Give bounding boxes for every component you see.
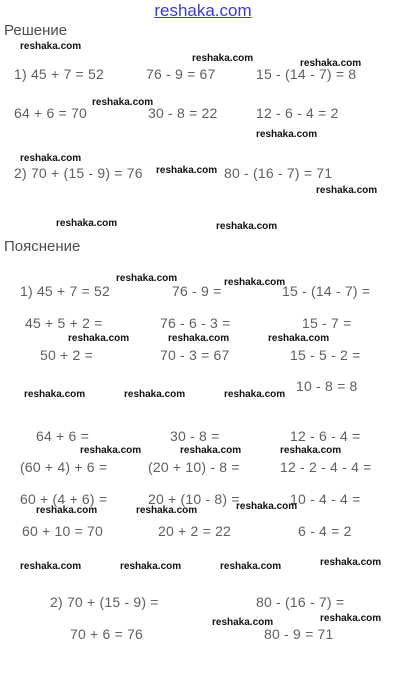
- watermark: reshaka.com: [20, 41, 82, 52]
- solution-expression: 15 - (14 - 7) = 8: [256, 66, 357, 82]
- watermark: reshaka.com: [320, 557, 382, 568]
- explanation-expression: 15 - (14 - 7) =: [282, 283, 371, 299]
- explanation-expression: 20 + (10 - 8) =: [148, 491, 240, 507]
- site-title-link[interactable]: reshaka.com: [154, 1, 252, 20]
- watermark: reshaka.com: [36, 505, 98, 516]
- explanation-expression: 1) 45 + 7 = 52: [20, 283, 110, 299]
- explanation-expression: 12 - 6 - 4 =: [290, 428, 361, 444]
- solution-expression: 30 - 8 = 22: [148, 105, 218, 121]
- explanation-expression: 70 - 3 = 67: [160, 347, 230, 363]
- watermark: reshaka.com: [224, 277, 286, 288]
- watermark: reshaka.com: [116, 273, 178, 284]
- watermark: reshaka.com: [20, 561, 82, 572]
- explanation-expression: 20 + 2 = 22: [158, 523, 232, 539]
- watermark: reshaka.com: [280, 445, 342, 456]
- watermark: reshaka.com: [124, 389, 186, 400]
- solution-expression: 64 + 6 = 70: [14, 105, 88, 121]
- explanation-expression: 45 + 5 + 2 =: [25, 315, 103, 331]
- watermark: reshaka.com: [80, 445, 142, 456]
- watermark: reshaka.com: [220, 561, 282, 572]
- watermark: reshaka.com: [212, 617, 274, 628]
- explanation-expression: 10 - 8 = 8: [296, 378, 358, 394]
- explanation-expression: 50 + 2 =: [40, 347, 93, 363]
- solution-expression: 80 - (16 - 7) = 71: [224, 165, 333, 181]
- explanation-expression: 64 + 6 =: [36, 428, 89, 444]
- watermark: reshaka.com: [20, 153, 82, 164]
- watermark: reshaka.com: [300, 58, 362, 69]
- explanation-expression: 70 + 6 = 76: [70, 626, 144, 642]
- explanation-expression: 76 - 9 =: [172, 283, 222, 299]
- watermark: reshaka.com: [268, 333, 330, 344]
- explanation-expression: 12 - 2 - 4 - 4 =: [280, 459, 372, 475]
- explanation-expression: (60 + 4) + 6 =: [20, 459, 108, 475]
- explanation-expression: 80 - (16 - 7) =: [256, 594, 345, 610]
- solution-expression: 1) 45 + 7 = 52: [14, 66, 104, 82]
- solution-heading: Решение: [4, 22, 68, 39]
- explanation-expression: 10 - 4 - 4 =: [290, 491, 361, 507]
- explanation-expression: 15 - 5 - 2 =: [290, 347, 361, 363]
- watermark: reshaka.com: [180, 445, 242, 456]
- solution-expression: 12 - 6 - 4 = 2: [256, 105, 339, 121]
- watermark: reshaka.com: [224, 389, 286, 400]
- explanation-expression: 15 - 7 =: [302, 315, 352, 331]
- watermark: reshaka.com: [168, 333, 230, 344]
- watermark: reshaka.com: [156, 165, 218, 176]
- watermark: reshaka.com: [68, 333, 130, 344]
- watermark: reshaka.com: [256, 129, 318, 140]
- explanation-expression: 2) 70 + (15 - 9) =: [50, 594, 159, 610]
- watermark: reshaka.com: [316, 185, 378, 196]
- explanation-expression: 60 + 10 = 70: [22, 523, 104, 539]
- explanation-expression: 30 - 8 =: [170, 428, 220, 444]
- watermark: reshaka.com: [236, 501, 298, 512]
- watermark: reshaka.com: [24, 389, 86, 400]
- watermark: reshaka.com: [120, 561, 182, 572]
- watermark: reshaka.com: [92, 97, 154, 108]
- watermark: reshaka.com: [320, 613, 382, 624]
- watermark: reshaka.com: [192, 53, 254, 64]
- explanation-expression: 60 + (4 + 6) =: [20, 491, 108, 507]
- explanation-heading: Пояснение: [4, 238, 81, 255]
- explanation-expression: (20 + 10) - 8 =: [148, 459, 240, 475]
- watermark: reshaka.com: [136, 505, 198, 516]
- solution-expression: 2) 70 + (15 - 9) = 76: [14, 165, 143, 181]
- explanation-expression: 76 - 6 - 3 =: [160, 315, 231, 331]
- watermark: reshaka.com: [216, 221, 278, 232]
- watermark: reshaka.com: [56, 218, 118, 229]
- solution-expression: 76 - 9 = 67: [146, 66, 216, 82]
- explanation-expression: 80 - 9 = 71: [264, 626, 334, 642]
- explanation-expression: 6 - 4 = 2: [298, 523, 352, 539]
